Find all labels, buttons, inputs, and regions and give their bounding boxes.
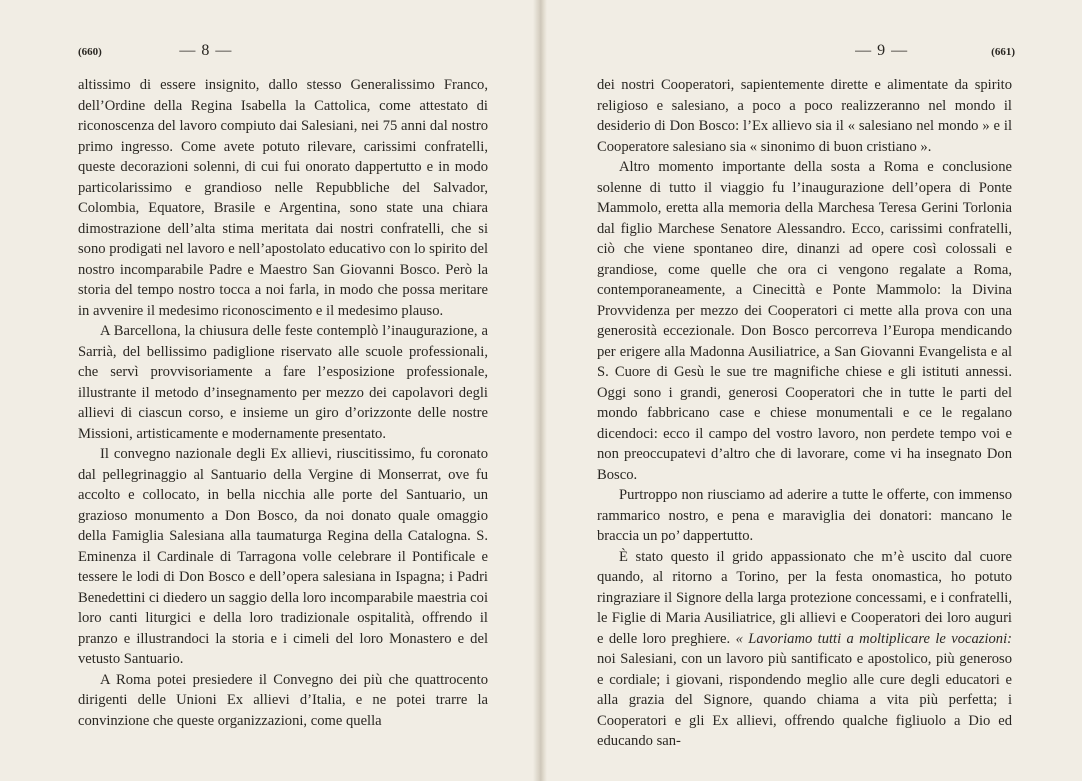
paragraph: Il convegno nazionale degli Ex allievi, riuscitissimo, fu coronato dal pellegrinaggio al Santuario della Vergine di Monserrat, ove fu accolto e collocato, in bella nicchia alle porte del Santuario, un grazioso monumento a Don Bosco, da noi donato quale omaggio della Famiglia Salesiana alla taumaturga Regina della Catalogna. S. Eminenza il Cardinale di Tarragona volle celebrare il Pontificale e tessere le lodi di Don Bosco e dell’opera salesiana in Ispagna; i Padri Benedettini ci diedero un saggio della loro incomparabile maestria coi loro canti liturgici e della loro tradizionale ospitalità, offrendo il pranzo e illustrandoci la storia e i cimeli del loro Monastero e del vetusto Santuario. bbox=[78, 446, 488, 667]
right-folio: (661) bbox=[991, 46, 1015, 58]
left-folio: (660) bbox=[78, 46, 102, 58]
paragraph-text: È stato questo il grido appassionato che m’è uscito dal cuore quando, al ritorno a Torino, per la festa onomastica, ho potuto ringraziare il Signore della larga protezione concessami, e i confratelli, le Figlie di Maria Ausiliatrice, gli allievi e Cooperatori dei loro auguri e delle loro preghiere. bbox=[597, 548, 1012, 647]
paragraph bbox=[597, 547, 1012, 752]
left-page-body bbox=[78, 75, 488, 731]
paragraph-text: noi Salesiani, con un lavoro più santificato e apostolico, più generoso e cordiale; i giovani, rispondendo meglio alle cure degli educatori e alla grazia del Signore, quando chiama a vita più perfetta; i Cooperatori e gli Ex allievi, offrendo qualche figliuolo a Dio ed educando san- bbox=[597, 651, 1012, 749]
paragraph: A Roma potei presiedere il Convegno dei più che quattrocento dirigenti delle Unioni Ex allievi d’Italia, e ne potei trarre la convinzione che queste organizzazioni, come quella bbox=[78, 671, 488, 729]
paragraph: dei nostri Cooperatori, sapientemente dirette e alimentate da spirito religioso e salesiano, a poco a poco realizzeranno nel mondo il desiderio di Don Bosco: l’Ex allievo sia il « salesiano nel mondo » e il Cooperatore salesiano sia « sinonimo di buon cristiano ». bbox=[597, 77, 1012, 155]
paragraph: Altro momento importante della sosta a Roma e conclusione solenne di tutto il viaggio fu l’inaugurazione dell’opera di Ponte Mammolo, eretta alla memoria della Marchesa Teresa Gerini Torlonia dal figlio Marchese Senatore Alessandro. Ecco, carissimi confratelli, ciò che viene spontaneo dire, dinanzi ad opere così colossali e grandiose, come quelle che ora ci vengono regalate a Roma, contemporaneamente, a Cinecittà e Ponte Mammolo: la Divina Provvidenza per mezzo dei Cooperatori ci mette alla prova con una generosità eccezionale. Don Bosco percorreva l’Europa mendicando per erigere alla Madonna Ausiliatrice, a San Giovanni Evangelista e al S. Cuore di Gesù le sue tre magnifiche chiese e gli istituti annessi. Oggi sono i grandi, generosi Cooperatori che in tutte le parti del mondo fabbricano case e chiese monumentali e ce le regalano dicendoci: ecco il campo del vostro lavoro, non perdete tempo voi e non preoccupatevi d’altro che di lavorare, come vi ha insegnato Don Bosco. bbox=[597, 159, 1012, 483]
paragraph: A Barcellona, la chiusura delle feste contemplò l’inaugurazione, a Sarrià, del bellissimo padiglione riservato alle scuole professionali, che servì provvisoriamente a fare l’esposizione professionale, illustrante il metodo d’insegnamento per mezzo dei capolavori degli allievi di ciascun corso, e insieme un giro d’orizzonte delle nostre Missioni, artisticamente e modernamente presentato. bbox=[78, 323, 488, 442]
right-page-body bbox=[597, 75, 1012, 752]
left-page bbox=[0, 0, 539, 781]
right-page bbox=[541, 0, 1082, 781]
book-gutter bbox=[533, 0, 547, 781]
right-page-number: — 9 — bbox=[855, 42, 909, 59]
paragraph: altissimo di essere insignito, dallo stesso Generalissimo Franco, dell’Ordine della Regina Isabella la Cattolica, come attestato di riconoscenza del lavoro compiuto dai Salesiani, nei 75 anni dal nostro primo ingresso. Come avete potuto rilevare, carissimi confratelli, queste decorazioni solenni, di cui fui onorato dappertutto e in modo particolarissimo e grandioso nelle Repubbliche del Salvador, Colombia, Equatore, Brasile e Argentina, sono state una chiara dimostrazione dell’alta stima meritata dai nostri confratelli, che si sono prodigati nel lavoro e nell’apostolato educativo con lo spirito del nostro incomparabile Padre e Maestro San Giovanni Bosco. Però la storia del tempo nostro tocca a noi farla, in modo che possa meritare in avvenire il medesimo riconoscimento e il medesimo plauso. bbox=[78, 77, 488, 319]
left-page-header bbox=[78, 42, 490, 60]
italic-quote: « Lavoriamo tutti a moltiplicare le vocazioni: bbox=[735, 630, 1013, 647]
right-page-header bbox=[597, 42, 1015, 60]
left-page-number: — 8 — bbox=[179, 42, 233, 59]
paragraph: Purtroppo non riusciamo ad aderire a tutte le offerte, con immenso rammarico nostro, e pena e maraviglia dei donatori: mancano le braccia un po’ dappertutto. bbox=[597, 487, 1012, 544]
